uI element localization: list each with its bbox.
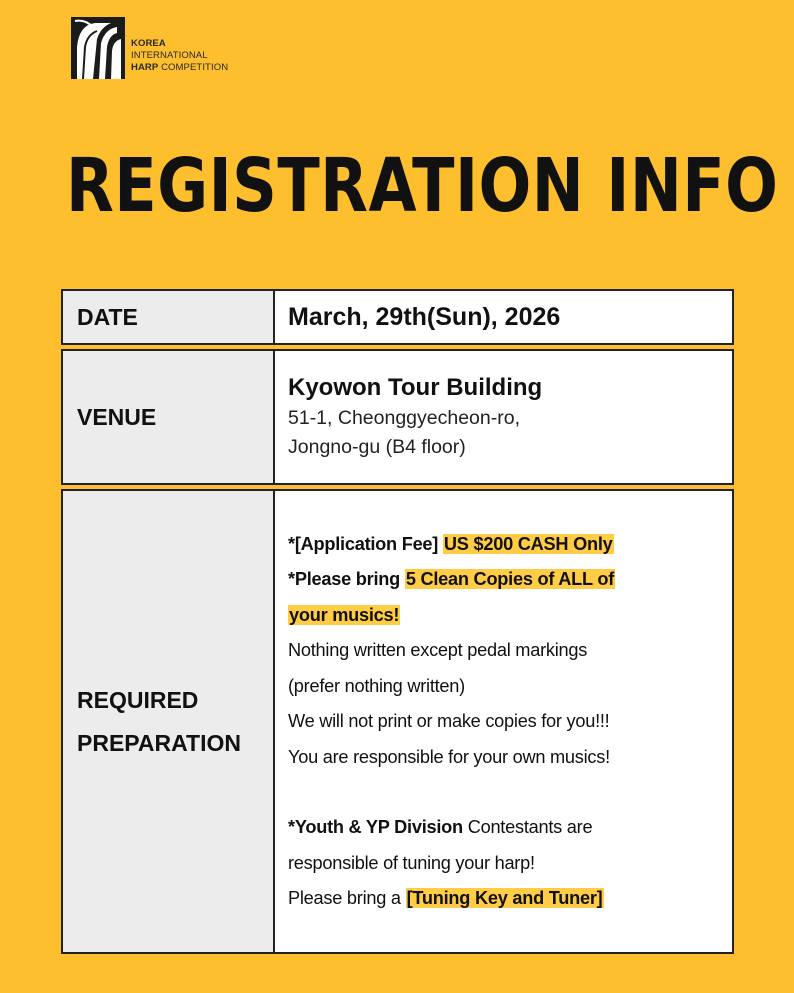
application-fee-highlight: US $200 CASH Only xyxy=(443,533,613,554)
date-label: DATE xyxy=(63,291,275,343)
bring-copies-line-2 xyxy=(288,598,732,634)
application-fee-line xyxy=(288,527,732,563)
preparation-label-line-2: PREPARATION xyxy=(77,729,241,756)
competition-logo xyxy=(71,17,228,79)
tuning-key-highlight: [Tuning Key and Tuner] xyxy=(406,888,603,908)
paragraph-gap xyxy=(288,775,732,810)
youth-division-bold: *Youth & YP Division xyxy=(288,817,463,837)
logo-competition-word: COMPETITION xyxy=(161,62,229,73)
logo-wordmark xyxy=(131,38,228,74)
application-fee-prefix: *[Application Fee] xyxy=(288,533,439,554)
venue-name: Kyowon Tour Building xyxy=(288,374,543,401)
logo-harp-word: HARP xyxy=(131,62,159,73)
preparation-label xyxy=(63,491,275,952)
youth-division-line xyxy=(288,810,732,846)
tuning-key-line xyxy=(288,881,732,917)
youth-division-rest: Contestants are xyxy=(462,817,593,837)
logo-line-korea: KOREA xyxy=(131,38,166,49)
harp-logo-icon xyxy=(71,17,125,79)
bring-copies-line xyxy=(288,562,732,598)
logo-line-international: INTERNATIONAL xyxy=(131,50,208,61)
logo-line-harp-competition xyxy=(131,62,228,74)
date-row xyxy=(61,289,734,345)
venue-value-cell xyxy=(275,351,732,483)
venue-label: VENUE xyxy=(63,351,275,483)
venue-row xyxy=(61,349,734,485)
tuning-responsibility-line: responsible of tuning your harp! xyxy=(288,852,535,873)
page-title: REGISTRATION INFO xyxy=(66,143,779,229)
bring-copies-prefix: *Please bring xyxy=(288,569,400,589)
bring-copies-highlight-1: 5 Clean Copies of ALL of xyxy=(405,569,615,589)
date-value-cell xyxy=(275,291,732,343)
venue-address-line-2: Jongno-gu (B4 floor) xyxy=(288,436,466,458)
venue-address-line-1: 51-1, Cheonggyecheon-ro, xyxy=(288,407,520,429)
bring-copies-highlight-2: your musics! xyxy=(289,604,400,625)
preparation-row xyxy=(61,489,734,954)
tuning-key-prefix: Please bring a xyxy=(288,888,401,908)
note-no-copies: We will not print or make copies for you!!! xyxy=(288,711,610,731)
date-value: March, 29th(Sun), 2026 xyxy=(288,302,561,331)
preparation-label-line-1: REQUIRED xyxy=(77,686,199,713)
preparation-details xyxy=(275,491,732,952)
note-prefer-nothing: (prefer nothing written) xyxy=(288,675,465,696)
note-pedal-markings: Nothing written except pedal markings xyxy=(288,640,588,660)
note-responsible-musics: You are responsible for your own musics! xyxy=(288,746,610,767)
